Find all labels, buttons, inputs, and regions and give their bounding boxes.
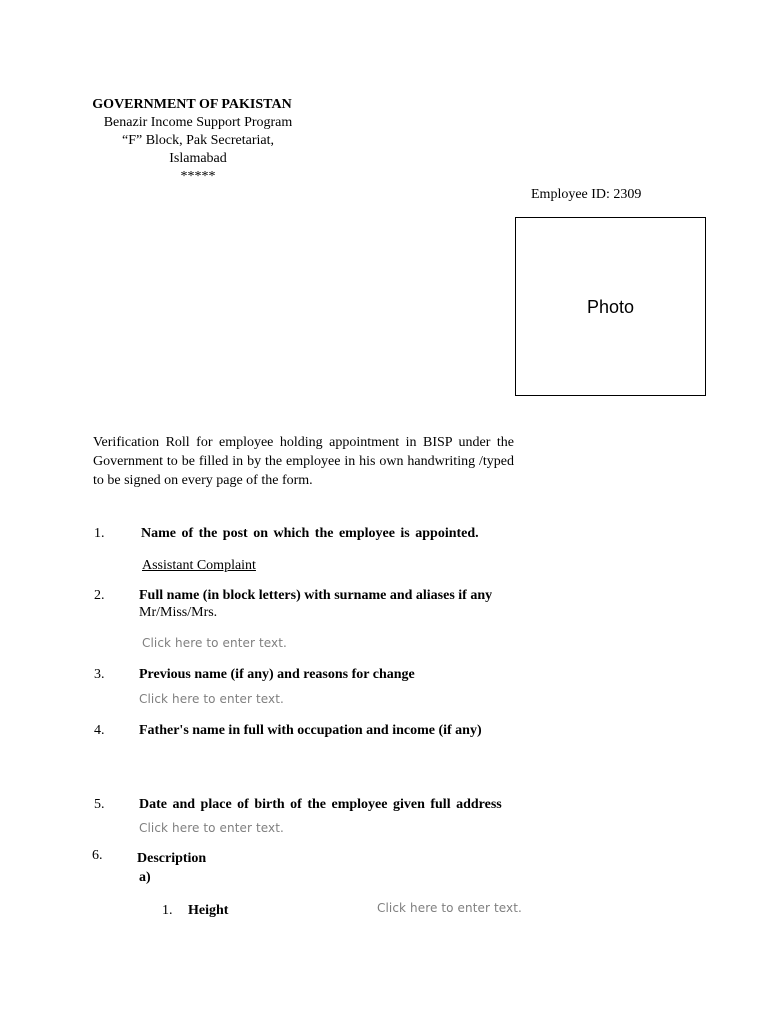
item-6-number: 6. xyxy=(92,848,103,863)
intro-paragraph: Verification Roll for employee holding appointment in BISP under the Government to be filled in by the employee in his own handwriting /typed to be signed on every page of the form. xyxy=(93,435,514,488)
item-4-number: 4. xyxy=(94,723,105,738)
photo-label: Photo xyxy=(586,297,635,317)
item-2-number: 2. xyxy=(94,588,105,603)
item-2-text-field[interactable]: Click here to enter text. xyxy=(142,636,287,650)
item-3-label: Previous name (if any) and reasons for change xyxy=(139,667,415,682)
item-6-sub-label: a) xyxy=(139,870,151,885)
item-5-label: Date and place of birth of the employee given full address xyxy=(139,797,502,812)
program-name: Benazir Income Support Program xyxy=(103,115,293,130)
item-1-answer[interactable]: Assistant Complaint xyxy=(142,558,256,573)
item-2-salutation: Mr/Miss/Mrs. xyxy=(139,605,218,620)
item-6-1-label: Height xyxy=(188,903,229,918)
org-title: GOVERNMENT OF PAKISTAN xyxy=(92,97,292,112)
item-4-label: Father's name in full with occupation and income (if any) xyxy=(139,723,482,738)
item-1-number: 1. xyxy=(94,526,105,541)
office-city: Islamabad xyxy=(169,151,227,166)
office-address: “F” Block, Pak Secretariat, xyxy=(121,133,274,148)
item-3-number: 3. xyxy=(94,667,105,682)
height-text-field[interactable]: Click here to enter text. xyxy=(377,901,522,915)
item-6-label: Description xyxy=(137,851,207,866)
item-6-1-number: 1. xyxy=(162,903,173,918)
employee-id: Employee ID: 2309 xyxy=(531,187,642,202)
item-5-number: 5. xyxy=(94,797,105,812)
item-3-text-field[interactable]: Click here to enter text. xyxy=(139,692,284,706)
item-2-label: Full name (in block letters) with surname and aliases if any xyxy=(139,588,493,603)
item-5-text-field[interactable]: Click here to enter text. xyxy=(139,821,284,835)
item-1-label: Name of the post on which the employee is appointed. xyxy=(141,526,479,541)
separator-stars: ***** xyxy=(180,169,216,184)
photo-box xyxy=(515,217,706,396)
